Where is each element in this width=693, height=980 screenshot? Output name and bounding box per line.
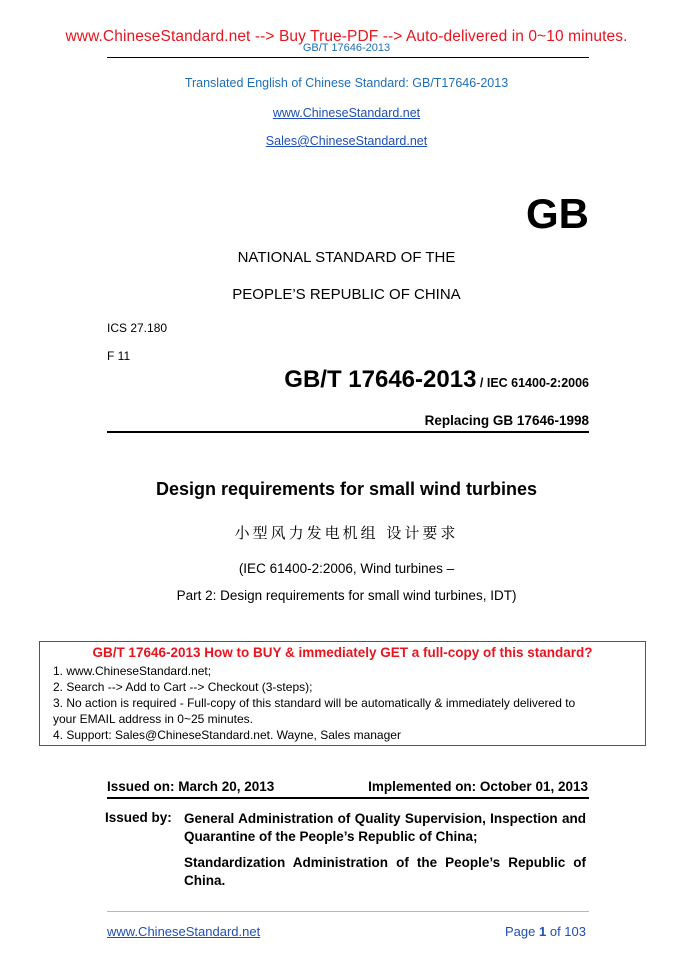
buy-step-2: 2. Search --> Add to Cart --> Checkout (3-steps); (53, 680, 313, 694)
email-link[interactable]: Sales@ChineseStandard.net (265, 134, 428, 148)
page-prefix: Page (505, 924, 539, 939)
iec-line-1: (IEC 61400-2:2006, Wind turbines – (238, 561, 455, 576)
ccs-code: F 11 (107, 349, 131, 363)
issuer-2: Standardization Administration of the People’s Republic of China. (184, 855, 586, 888)
email-row (0, 132, 693, 150)
issued-on: Issued on: March 20, 2013 (107, 779, 275, 794)
std-number-main: GB/T 17646-2013 (284, 366, 477, 393)
replacing-note: Replacing GB 17646-1998 (424, 413, 589, 428)
standard-number (284, 366, 589, 394)
buy-instructions-box (39, 641, 646, 746)
gb-mark: GB (526, 190, 589, 237)
buy-step-3-cont: your EMAIL address in 0~25 minutes. (53, 712, 253, 726)
document-title: Design requirements for small wind turbines (155, 479, 538, 499)
header-rule (107, 57, 589, 58)
issuer-1: General Administration of Quality Supervision, Inspection and Quarantine of the People’s Republic of China; (184, 811, 586, 844)
promo-banner[interactable]: www.ChineseStandard.net --> Buy True-PDF --> Auto-delivered in 0~10 minutes. (65, 28, 628, 45)
implemented-on: Implemented on: October 01, 2013 (368, 779, 588, 794)
footer-rule (107, 911, 589, 912)
iec-line-2: Part 2: Design requirements for small wind turbines, IDT) (176, 588, 517, 603)
website-row (0, 104, 693, 122)
page-indicator (505, 924, 586, 939)
national-line-2: PEOPLE’S REPUBLIC OF CHINA (232, 286, 461, 303)
buy-step-1: 1. www.ChineseStandard.net; (53, 664, 212, 678)
std-number-iec: / IEC 61400-2:2006 (476, 376, 589, 390)
buy-step-3: 3. No action is required - Full-copy of this standard will be automatically & immediately delivered to (53, 696, 576, 710)
translated-line: Translated English of Chinese Standard: GB/T17646-2013 (184, 76, 509, 90)
dates-rule (107, 797, 589, 799)
issued-by-label: Issued by: (105, 810, 172, 825)
running-header: GB/T 17646-2013 (302, 42, 391, 54)
ics-code: ICS 27.180 (107, 321, 168, 335)
buy-step-4: 4. Support: Sales@ChineseStandard.net. Wayne, Sales manager (53, 728, 401, 742)
national-line-1: NATIONAL STANDARD OF THE (237, 249, 456, 266)
chinese-title: 小型风力发电机组 设计要求 (234, 524, 459, 542)
page-suffix: of 103 (546, 924, 586, 939)
page-current: 1 (539, 924, 547, 939)
title-rule (107, 431, 589, 433)
footer-website-link[interactable]: www.ChineseStandard.net (107, 924, 261, 939)
buy-box-title[interactable]: GB/T 17646-2013 How to BUY & immediately GET a full-copy of this standard? (92, 645, 593, 660)
website-link[interactable]: www.ChineseStandard.net (272, 106, 421, 120)
